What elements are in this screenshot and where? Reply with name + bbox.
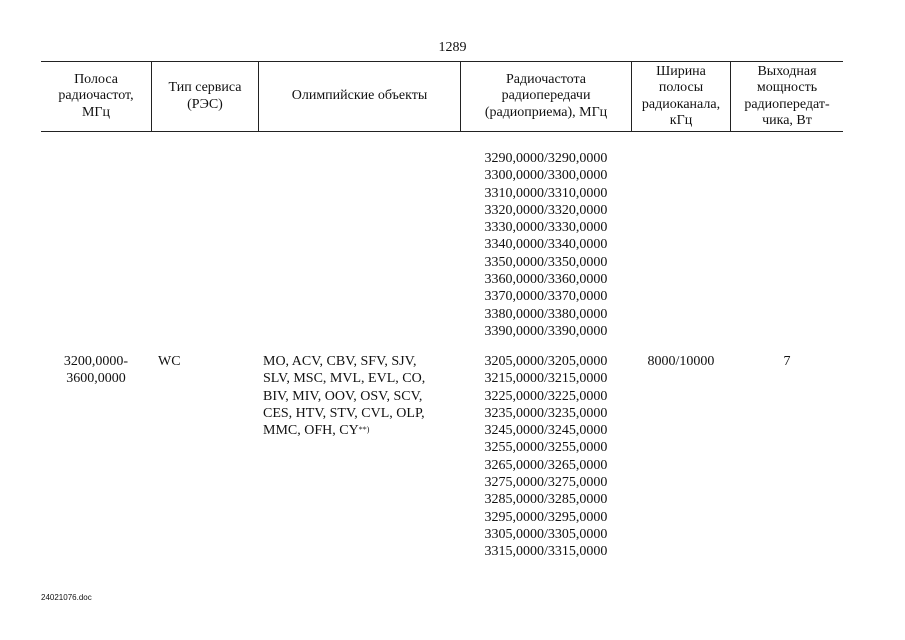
frequency-item: 3360,0000/3360,0000: [484, 272, 608, 288]
frequency-item: 3245,0000/3245,0000: [484, 423, 608, 439]
channel-width-cell: 8000/10000: [647, 354, 715, 369]
frequency-item: 3350,0000/3350,0000: [484, 254, 608, 270]
frequency-item: 3380,0000/3380,0000: [484, 306, 608, 322]
objects-cell: [263, 353, 455, 439]
file-name-footer: 24021076.doc: [41, 593, 92, 602]
header-output-power: Выходная мощность радиопередат- чика, Вт: [744, 63, 830, 128]
frequency-item: 3290,0000/3290,0000: [484, 151, 608, 166]
header-band: Полоса радиочастот, МГц: [58, 71, 134, 120]
frequency-item: 3265,0000/3265,0000: [484, 457, 608, 473]
frequency-item: 3305,0000/3305,0000: [484, 526, 608, 542]
frequency-item: 3390,0000/3390,0000: [484, 323, 608, 339]
row-frequency-list: [462, 353, 630, 561]
objects-text: MO, ACV, CBV, SFV, SJV, SLV, MSC, MVL, EVL, CO, BIV, MIV, OOV, OSV, SCV, CES, HTV, STV, CVL, OLP, MMC, OFH, CY: [263, 354, 426, 439]
frequency-item: 3340,0000/3340,0000: [484, 237, 608, 253]
band-cell: 3200,0000- 3600,0000: [63, 354, 129, 387]
frequency-item: 3295,0000/3295,0000: [484, 509, 608, 525]
header-frequency: Радиочастота радиопередачи (радиоприема), МГц: [484, 71, 608, 120]
frequency-item: 3310,0000/3310,0000: [484, 185, 608, 201]
frequency-item: 3255,0000/3255,0000: [484, 440, 608, 456]
header-olympic-objects: Олимпийские объекты: [291, 88, 428, 104]
power-cell: 7: [783, 354, 791, 369]
objects-footnote-mark: **): [358, 425, 370, 435]
frequency-item: 3215,0000/3215,0000: [484, 371, 608, 387]
header-channel-width: Ширина полосы радиоканала, кГц: [641, 63, 721, 128]
frequency-item: 3205,0000/3205,0000: [484, 354, 608, 369]
frequency-item: 3330,0000/3330,0000: [484, 220, 608, 236]
continued-frequency-list: [462, 150, 630, 340]
header-service-type: Тип сервиса (РЭС): [168, 80, 242, 112]
service-cell: WC: [158, 354, 181, 369]
page-number: 1289: [438, 40, 467, 55]
frequency-item: 3320,0000/3320,0000: [484, 202, 608, 218]
frequency-item: 3370,0000/3370,0000: [484, 289, 608, 305]
frequency-item: 3285,0000/3285,0000: [484, 492, 608, 508]
table-header-rule: [41, 131, 843, 132]
frequency-item: 3300,0000/3300,0000: [484, 168, 608, 184]
frequency-item: 3275,0000/3275,0000: [484, 475, 608, 491]
frequency-item: 3235,0000/3235,0000: [484, 405, 608, 421]
frequency-item: 3315,0000/3315,0000: [484, 544, 608, 560]
frequency-item: 3225,0000/3225,0000: [484, 388, 608, 404]
